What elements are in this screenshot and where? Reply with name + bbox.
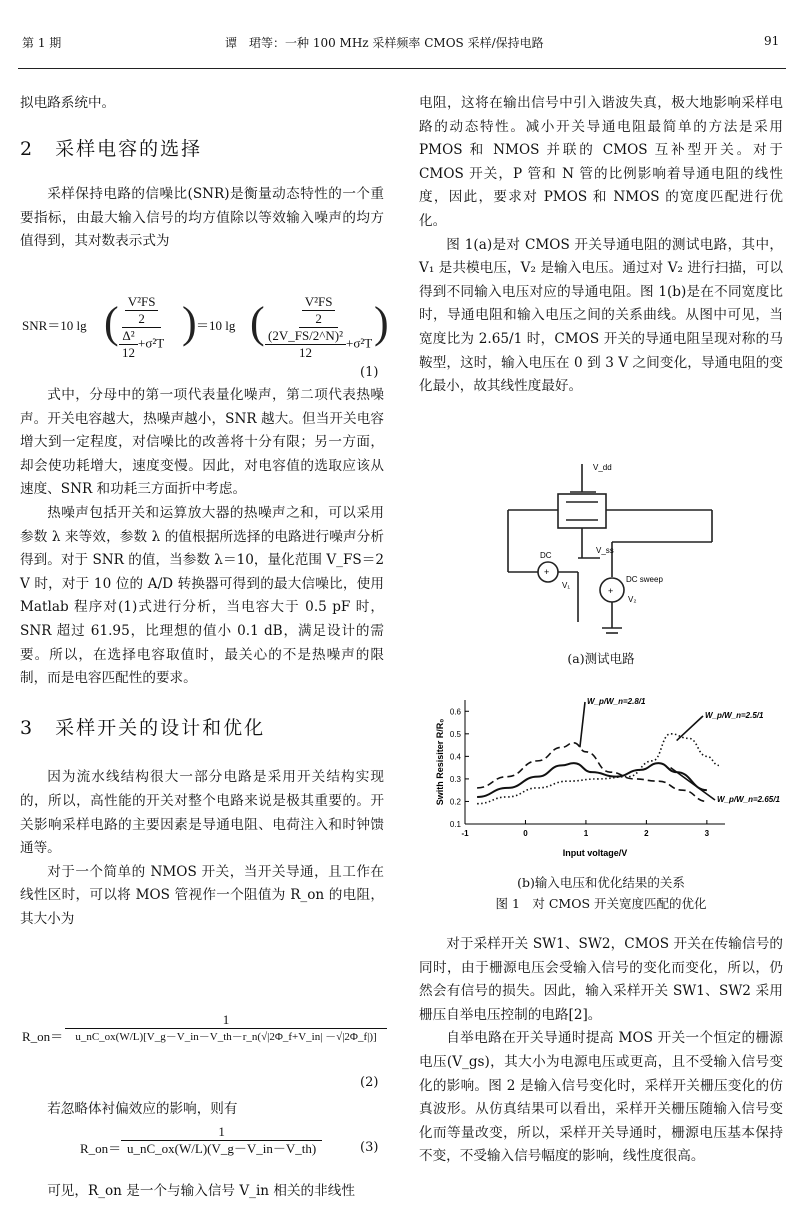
- paragraph: 式中，分母中的第一项代表量化噪声，第二项代表热噪声。开关电容越大，热噪声越小，SNR 越大。但当开关电容增大到一定程度，对信噪比的改善将十分有限；另一方面，却会使功耗增大，速度变慢。因此，对电容值的选取应该从速度、SNR 和功耗三方面折中考虑。: [20, 387, 384, 498]
- paragraph: 对于一个简单的 NMOS 开关，当开关导通，且工作在线性区时，可以将 MOS 管视作一个阻值为 R_on 的电阻，其大小为: [20, 863, 384, 927]
- dc-sweep-label: DC sweep: [626, 575, 663, 584]
- eq1-num: $\frac{\text{V²FS}}{2}$: [122, 294, 162, 328]
- eq1-fraction-b: $\frac{\text{V²FS}}{2}$ $\frac{\text{(2V\_FS/2\textasciicircum{}N)²}}{12}$ +σ²T: [262, 294, 375, 361]
- bracket-right: ): [182, 298, 197, 347]
- page-number: 91: [764, 34, 780, 48]
- vdd-label: V_dd: [593, 463, 612, 472]
- paragraph: 若忽略体衬偏效应的影响，则有: [47, 1101, 238, 1117]
- y-axis-label: Swith Resisiter R/R₀: [435, 718, 445, 806]
- paragraph: 因为流水线结构很大一部分电路是采用开关结构实现的，所以，高性能的开关对整个电路来说是极其重要的。开关影响采样电路的主要因素是导通电阻、电荷注入和时钟馈通等。: [20, 769, 384, 857]
- paragraph: 采样保持电路的信噪比(SNR)是衡量动态特性的一个重要指标，由最大输入信号的均方值除以等效输入噪声的均方值得到，其对数表示式为: [20, 186, 384, 250]
- y-tick-label: 0.4: [449, 752, 461, 762]
- v1-label: V₁: [562, 581, 571, 590]
- left-column: [20, 92, 384, 254]
- y-tick-label: 0.5: [449, 729, 461, 739]
- eq3-lhs: R_on＝: [80, 1141, 122, 1156]
- plus-sign: +: [544, 567, 550, 577]
- x-tick-label: -1: [461, 829, 469, 838]
- x-tick-label: 1: [583, 829, 589, 838]
- y-tick-label: 0.2: [449, 797, 461, 807]
- paragraph: 图 1(a)是对 CMOS 开关导通电阻的测试电路，其中，V₁ 是共模电压，V₂ 是输入电压。通过对 V₂ 进行扫描，可以得到不同输入电压对应的导通电阻。图 1(b)是在不同宽度比时，导通电阻和输入电压之间的关系曲线。从图中可见，当宽度比为 2.65/1 时，CMOS 开关的导通电阻呈现对称的马鞍型，这时，输入电压在 0 到 3 V 之间变化，导通电阻的变化最小，故其线性度最好。: [419, 236, 783, 395]
- series-label: W_p/W_n=2.5/1: [705, 711, 764, 720]
- right-column-2: [419, 933, 783, 1169]
- right-column: [419, 92, 783, 399]
- caption-b: (b)输入电压和优化结果的关系: [517, 875, 685, 890]
- eq2-lhs: R_on＝: [22, 1029, 64, 1044]
- x-tick-label: 3: [704, 829, 710, 838]
- eq1-mid: ＝10 lg: [196, 318, 236, 333]
- vss-label: V_ss: [596, 546, 614, 555]
- eq2-number: (2): [360, 1075, 379, 1090]
- dc-label: DC: [540, 551, 552, 560]
- resistance-chart: [425, 690, 785, 870]
- paragraph: 可见，R_on 是一个与输入信号 V_in 相关的非线性: [47, 1183, 355, 1199]
- paragraph: 对于采样开关 SW1、SW2，CMOS 开关在传输信号的同时，由于栅源电压会受输入信号的变化而变化，所以，仍然会有信号的损失。因此，输入采样开关 SW1、SW2 采用栅压自举电压控制的电路[2]。: [419, 936, 783, 1023]
- eq1-number: (1): [360, 365, 379, 380]
- section-3-title: 3 采样开关的设计和优化: [20, 716, 266, 739]
- paragraph: 自举电路在开关导通时提高 MOS 开关一个恒定的栅源电压(V_gs)，其大小为电源电压或更高，且不受输入信号变化的影响。图 2 是输入信号变化时，采样开关栅压变化的仿真波形。从仿真结果可以看出，采样开关栅压随输入信号变化而等量改变，所以，采样开关导通时，栅源电压基本保持不变，不受输入信号幅度的影响，线性度很高。: [419, 1030, 783, 1165]
- v2-label: V₂: [628, 595, 637, 604]
- bracket-right: ): [374, 298, 389, 347]
- y-tick-label: 0.1: [449, 820, 461, 829]
- circuit-diagram: [500, 462, 720, 642]
- section-2-title: 2 采样电容的选择: [20, 137, 203, 160]
- caption-a: (a)测试电路: [567, 651, 635, 666]
- x-tick-label: 0: [523, 829, 528, 838]
- running-title: 谭 珺等：一种 100 MHz 采样频率 CMOS 采样/保持电路: [225, 36, 544, 50]
- bracket-left: (: [104, 298, 119, 347]
- paragraph: 拟电路系统中。: [20, 95, 116, 111]
- equation-1: [22, 290, 389, 362]
- series-leader-line: [677, 716, 703, 741]
- y-tick-label: 0.3: [449, 774, 461, 784]
- y-tick-label: 0.6: [449, 707, 461, 717]
- x-axis-label: Input voltage/V: [562, 848, 628, 858]
- plus-sign: +: [608, 586, 614, 596]
- bracket-left: (: [250, 298, 265, 347]
- eq2-fraction: 1 u_nC_ox(W/L)[V_g－V_in－V_th－r_n(√|2Φ_f+V_in| －√|2Φ_f|)]: [68, 1012, 384, 1045]
- left-column-4: [20, 1180, 384, 1204]
- series-label: W_p/W_n=2.8/1: [587, 697, 646, 706]
- series-leader-line: [671, 768, 715, 800]
- header-rule: [18, 68, 786, 69]
- left-column-2: [20, 384, 384, 931]
- issue-label: 第 1 期: [22, 36, 62, 50]
- left-column-3: [20, 1098, 384, 1122]
- series-label: W_p/W_n=2.65/1: [717, 795, 780, 804]
- x-tick-label: 2: [644, 829, 649, 838]
- equation-3: [80, 1124, 320, 1170]
- eq3-number: (3): [360, 1140, 379, 1155]
- series-leader-line: [580, 702, 585, 747]
- figure-title: 图 1 对 CMOS 开关宽度匹配的优化: [495, 896, 707, 911]
- eq1-lhs: SNR＝10 lg: [22, 318, 87, 333]
- eq3-fraction: $\frac{1}{u\_nC\_ox(W/L)(V\_g-V\_in-V\_th)}$: [124, 1124, 319, 1157]
- paragraph: 电阻，这将在输出信号中引入谐波失真，极大地影响采样电路的动态特性。减小开关导通电阻最简单的方法是采用 PMOS 和 NMOS 并联的 CMOS 互补型开关。对于 CMOS 开关，P 管和 N 管的比例影响着导通电阻的线性度，因此，要求对 PMOS 和 NMOS 的宽度匹配进行优化。: [419, 95, 783, 229]
- eq1-fraction-a: $\frac{\text{V²FS}}{2}$ $\frac{\text{Δ²}}{12}$ +σ²T: [116, 294, 167, 361]
- series-line-1: [477, 734, 719, 804]
- paragraph: 热噪声包括开关和运算放大器的热噪声之和，可以采用参数 λ 来等效，参数 λ 的值根据所选择的电路进行噪声分析得到。对于 SNR 的值，当参数 λ＝10，量化范围 V_FS＝2 V 时，对于 10 位的 A/D 转换器可得到的最大信噪比，使用 Matlab 程序对(1)式进行分析，当电容大于 0.5 pF 时，SNR 超过 61.95，比理想的值小 0.1 dB，满足设计的需要。所以，在选择电容取值时，最关心的不是热噪声的限制，而是电容匹配性的要求。: [20, 504, 384, 687]
- equation-2: [22, 1012, 384, 1058]
